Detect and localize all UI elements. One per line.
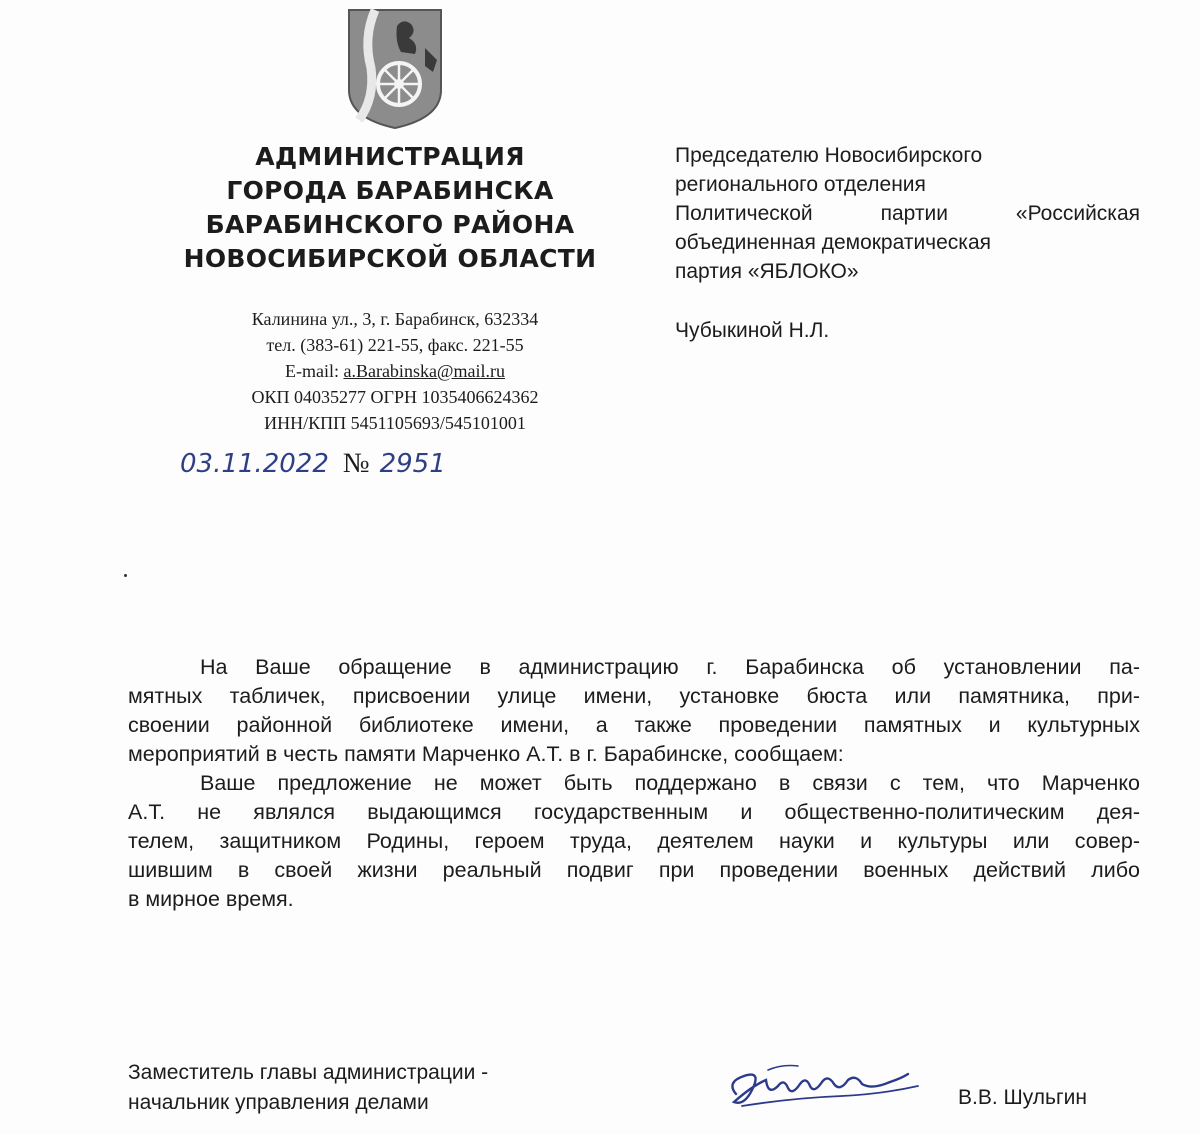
addressee-line: партия «ЯБЛОКО» [675, 260, 859, 283]
body-line: мероприятий в честь памяти Марченко А.Т. в г. Барабинске, сообщаем: [128, 742, 844, 766]
body-line: Ваше предложение не может быть поддержано в связи с тем, что Марченко [200, 771, 1140, 795]
registration-line [180, 448, 446, 480]
body-line: телем, защитником Родины, героем труда, деятелем науки и культуры или совер- [128, 829, 1140, 853]
org-title-line: АДМИНИСТРАЦИЯ [255, 142, 525, 171]
email-label: E-mail: [284, 361, 339, 381]
contact-details [150, 306, 640, 436]
signatory-position [128, 1058, 488, 1118]
body-line: мятных табличек, присвоении улице имени, установке бюста или памятника, при- [128, 684, 1140, 708]
addressee-line: Председателю Новосибирского [675, 144, 983, 167]
body-line: в мирное время. [128, 887, 294, 911]
signatory-name: В.В. Шульгин [958, 1086, 1087, 1109]
addressee-line: Политической партии «Российская [675, 202, 1140, 225]
addressee-name: Чубыкиной Н.Л. [675, 319, 830, 342]
registration-number: 2951 [379, 449, 446, 479]
body-line: На Ваше обращение в администрацию г. Барабинска об установлении па- [200, 655, 1140, 679]
number-sign: № [342, 448, 370, 479]
addressee-line: регионального отделения [675, 173, 926, 196]
phone-fax: тел. (383-61) 221-55, факс. 221-55 [266, 335, 524, 355]
registration-date: 03.11.2022 [180, 449, 329, 479]
postal-address: Калинина ул., 3, г. Барабинск, 632334 [251, 309, 539, 329]
org-title-line: ГОРОДА БАРАБИНСКА [226, 176, 554, 205]
email-line [150, 358, 640, 384]
addressee-block [675, 141, 1140, 345]
signatory-position-line: начальник управления делами [128, 1091, 429, 1114]
org-title-line: НОВОСИБИРСКОЙ ОБЛАСТИ [183, 244, 597, 273]
registry-codes: ОКП 04035277 ОГРН 1035406624362 [251, 387, 539, 407]
letter-body [128, 653, 1140, 914]
tax-codes: ИНН/КПП 5451105693/545101001 [264, 413, 526, 433]
organization-title [160, 140, 620, 276]
body-line: своении районной библиотеке имени, а также проведении памятных и культурных [128, 713, 1140, 737]
scan-speck [124, 574, 127, 577]
body-line: А.Т. не являлся выдающимся государственным и общественно-политическим дея- [128, 800, 1140, 824]
email-link[interactable]: a.Barabinska@mail.ru [343, 361, 505, 381]
signatory-position-line: Заместитель главы администрации - [128, 1061, 489, 1084]
handwritten-signature-icon [722, 1056, 922, 1116]
body-line: шившим в своей жизни реальный подвиг при проведении военных действий либо [128, 858, 1140, 882]
addressee-line: объединенная демократическая [675, 231, 991, 254]
org-title-line: БАРАБИНСКОГО РАЙОНА [205, 210, 575, 239]
coat-of-arms-icon [345, 8, 445, 130]
